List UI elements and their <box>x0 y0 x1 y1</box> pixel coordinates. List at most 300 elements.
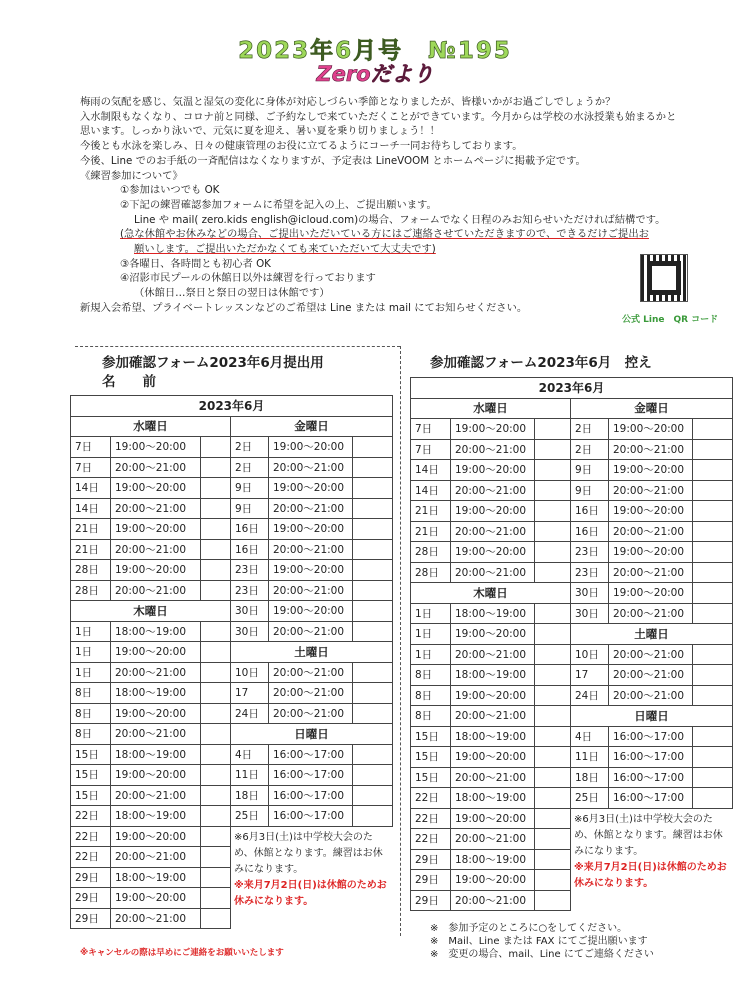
date-cell: 14日 <box>71 478 111 499</box>
time-cell: 19:00～20:00 <box>269 478 353 499</box>
check-cell[interactable] <box>201 478 231 499</box>
check-cell[interactable] <box>535 521 571 542</box>
table-row <box>71 539 393 560</box>
table-row <box>411 644 733 665</box>
check-cell[interactable] <box>201 580 231 601</box>
intro-line: 今後とも水泳を楽しみ、日々の健康管理のお役に立てるようにコーチ一同お待ちしております。 <box>80 140 523 153</box>
date-cell: 29日 <box>71 888 111 909</box>
time-cell: 20:00～21:00 <box>111 724 201 745</box>
time-cell: 19:00～20:00 <box>269 601 353 622</box>
time-cell: 20:00～21:00 <box>269 703 353 724</box>
date-cell: 7日 <box>71 457 111 478</box>
check-cell[interactable] <box>535 603 571 624</box>
check-cell[interactable] <box>353 744 393 765</box>
date-cell: 28日 <box>71 580 111 601</box>
check-cell[interactable] <box>201 888 231 909</box>
date-cell: 9日 <box>571 460 609 481</box>
check-cell[interactable] <box>693 460 733 481</box>
time-cell: 19:00～20:00 <box>111 478 201 499</box>
check-cell[interactable] <box>201 519 231 540</box>
date-cell: 24日 <box>231 703 269 724</box>
time-cell: 20:00～21:00 <box>269 457 353 478</box>
day-header: 木曜日 <box>71 601 231 622</box>
time-cell: 18:00～19:00 <box>111 867 201 888</box>
time-cell: 16:00～17:00 <box>269 806 353 827</box>
date-cell: 22日 <box>71 826 111 847</box>
table-row <box>71 498 393 519</box>
time-cell: 20:00～21:00 <box>451 521 535 542</box>
date-cell: 8日 <box>411 685 451 706</box>
date-cell: 30日 <box>571 583 609 604</box>
time-cell: 20:00～21:00 <box>269 621 353 642</box>
intro-line: 今後、Line でのお手紙の一斉配信はなくなりますが、予定表は LineVOOM とホームページに掲載予定です。 <box>80 154 586 167</box>
check-cell[interactable] <box>535 747 571 768</box>
check-cell[interactable] <box>693 767 733 788</box>
check-cell[interactable] <box>535 460 571 481</box>
date-cell: 17 <box>571 665 609 686</box>
check-cell[interactable] <box>201 621 231 642</box>
day-header: 土曜日 <box>231 642 393 663</box>
day-header: 木曜日 <box>411 583 571 604</box>
time-cell: 20:00～21:00 <box>269 498 353 519</box>
time-cell: 19:00～20:00 <box>111 560 201 581</box>
check-cell[interactable] <box>693 419 733 440</box>
table-row <box>71 621 393 642</box>
table-row <box>411 419 733 440</box>
time-cell: 19:00～20:00 <box>111 826 201 847</box>
date-cell: 16日 <box>571 501 609 522</box>
rule-item: (急な休館やお休みなどの場合、ご提出いただいている方にはご連絡させていただきますので、できるだけご提出お <box>120 228 649 241</box>
check-cell[interactable] <box>693 480 733 501</box>
time-cell: 18:00～19:00 <box>451 788 535 809</box>
intro-text <box>80 95 730 316</box>
time-cell: 20:00～21:00 <box>269 683 353 704</box>
date-cell: 17 <box>231 683 269 704</box>
newsletter-subtitle: Zeroだより <box>316 62 434 86</box>
footnote: ※ 変更の場合、mail、Line にてご連絡ください <box>430 949 654 960</box>
check-cell[interactable] <box>535 726 571 747</box>
date-cell: 23日 <box>571 542 609 563</box>
date-cell: 30日 <box>231 621 269 642</box>
check-cell[interactable] <box>353 498 393 519</box>
check-cell[interactable] <box>535 870 571 891</box>
date-cell: 14日 <box>411 480 451 501</box>
check-cell[interactable] <box>353 560 393 581</box>
time-cell: 19:00～20:00 <box>269 519 353 540</box>
date-cell: 29日 <box>411 870 451 891</box>
check-cell[interactable] <box>535 562 571 583</box>
date-cell: 2日 <box>571 419 609 440</box>
check-cell[interactable] <box>201 847 231 868</box>
time-cell: 18:00～19:00 <box>451 726 535 747</box>
time-cell: 19:00～20:00 <box>451 685 535 706</box>
check-cell[interactable] <box>693 521 733 542</box>
check-cell[interactable] <box>535 685 571 706</box>
left-form-heading: 参加確認フォーム2023年6月提出用 <box>102 355 324 371</box>
time-cell: 19:00～20:00 <box>451 460 535 481</box>
date-cell: 8日 <box>71 683 111 704</box>
time-cell: 20:00～21:00 <box>451 767 535 788</box>
check-cell[interactable] <box>353 437 393 458</box>
right-schedule-table <box>410 377 733 911</box>
table-row <box>411 808 733 829</box>
time-cell: 20:00～21:00 <box>269 580 353 601</box>
check-cell[interactable] <box>201 806 231 827</box>
time-cell: 16:00～17:00 <box>609 726 693 747</box>
date-cell: 23日 <box>231 560 269 581</box>
time-cell: 20:00～21:00 <box>111 580 201 601</box>
intro-line: 思います。しっかり泳いで、元気に夏を迎え、暑い夏を乗り切りましょう！！ <box>80 125 440 138</box>
date-cell: 16日 <box>231 519 269 540</box>
date-cell: 15日 <box>411 726 451 747</box>
check-cell[interactable] <box>693 644 733 665</box>
date-cell: 8日 <box>71 703 111 724</box>
date-cell: 14日 <box>71 498 111 519</box>
check-cell[interactable] <box>201 457 231 478</box>
time-cell: 19:00～20:00 <box>111 519 201 540</box>
table-row <box>71 601 393 622</box>
date-cell: 22日 <box>71 847 111 868</box>
day-header: 水曜日 <box>71 416 231 437</box>
date-cell: 16日 <box>571 521 609 542</box>
time-cell: 18:00～19:00 <box>451 849 535 870</box>
date-cell: 14日 <box>411 460 451 481</box>
left-schedule-table <box>70 395 393 929</box>
date-cell: 29日 <box>411 890 451 911</box>
check-cell[interactable] <box>535 419 571 440</box>
check-cell[interactable] <box>201 765 231 786</box>
date-cell: 28日 <box>411 562 451 583</box>
time-cell: 18:00～19:00 <box>111 683 201 704</box>
date-cell: 10日 <box>571 644 609 665</box>
table-row <box>411 562 733 583</box>
table-row <box>411 583 733 604</box>
time-cell: 20:00～21:00 <box>609 603 693 624</box>
check-cell[interactable] <box>535 706 571 727</box>
check-cell[interactable] <box>693 685 733 706</box>
time-cell: 20:00～21:00 <box>111 457 201 478</box>
table-row <box>411 501 733 522</box>
time-cell: 20:00～21:00 <box>609 644 693 665</box>
date-cell: 30日 <box>231 601 269 622</box>
date-cell: 10日 <box>231 662 269 683</box>
check-cell[interactable] <box>201 785 231 806</box>
time-cell: 16:00～17:00 <box>609 747 693 768</box>
check-cell[interactable] <box>353 621 393 642</box>
date-cell: 15日 <box>411 747 451 768</box>
closure-notice <box>231 826 393 929</box>
date-cell: 21日 <box>411 521 451 542</box>
date-cell: 15日 <box>71 744 111 765</box>
check-cell[interactable] <box>201 703 231 724</box>
time-cell: 20:00～21:00 <box>609 521 693 542</box>
time-cell: 16:00～17:00 <box>269 765 353 786</box>
table-row <box>411 767 733 788</box>
table-row <box>71 662 393 683</box>
check-cell[interactable] <box>693 501 733 522</box>
check-cell[interactable] <box>693 788 733 809</box>
table-row <box>71 724 393 745</box>
date-cell: 28日 <box>71 560 111 581</box>
date-cell: 11日 <box>571 747 609 768</box>
time-cell: 20:00～21:00 <box>111 662 201 683</box>
check-cell[interactable] <box>201 437 231 458</box>
time-cell: 19:00～20:00 <box>451 808 535 829</box>
date-cell: 22日 <box>71 806 111 827</box>
time-cell: 19:00～20:00 <box>111 437 201 458</box>
check-cell[interactable] <box>353 519 393 540</box>
check-cell[interactable] <box>201 744 231 765</box>
check-cell[interactable] <box>693 726 733 747</box>
time-cell: 20:00～21:00 <box>451 644 535 665</box>
day-header: 水曜日 <box>411 398 571 419</box>
check-cell[interactable] <box>353 806 393 827</box>
intro-line: 梅雨の気配を感じ、気温と湿気の変化に身体が対応しづらい季節となりましたが、皆様いかがお過ごしでしょうか？ <box>80 96 616 108</box>
table-row <box>411 788 733 809</box>
date-cell: 22日 <box>411 788 451 809</box>
time-cell: 16:00～17:00 <box>269 744 353 765</box>
check-cell[interactable] <box>353 765 393 786</box>
check-cell[interactable] <box>353 457 393 478</box>
time-cell: 20:00～21:00 <box>451 480 535 501</box>
month-row <box>411 378 733 399</box>
date-cell: 2日 <box>231 457 269 478</box>
time-cell: 18:00～19:00 <box>451 665 535 686</box>
date-cell: 1日 <box>411 644 451 665</box>
date-cell: 9日 <box>231 498 269 519</box>
table-row <box>411 706 733 727</box>
table-row <box>71 683 393 704</box>
check-cell[interactable] <box>201 560 231 581</box>
rule-item: ②下記の練習確認参加フォームに希望を記入の上、ご提出願います。 <box>120 198 437 211</box>
table-row <box>411 726 733 747</box>
table-row <box>71 806 393 827</box>
time-cell: 16:00～17:00 <box>609 767 693 788</box>
check-cell[interactable] <box>535 849 571 870</box>
date-cell: 1日 <box>71 662 111 683</box>
check-cell[interactable] <box>201 683 231 704</box>
rule-item: 願いします。ご提出いただかなくても来ていただいて大丈夫です) <box>134 243 436 256</box>
time-cell: 20:00～21:00 <box>111 908 201 929</box>
time-cell: 20:00～21:00 <box>609 480 693 501</box>
time-cell: 19:00～20:00 <box>609 542 693 563</box>
check-cell[interactable] <box>201 826 231 847</box>
closure-notice <box>571 808 733 911</box>
check-cell[interactable] <box>693 747 733 768</box>
check-cell[interactable] <box>693 542 733 563</box>
table-row <box>71 437 393 458</box>
check-cell[interactable] <box>535 767 571 788</box>
time-cell: 20:00～21:00 <box>609 665 693 686</box>
time-cell: 20:00～21:00 <box>451 706 535 727</box>
date-cell: 22日 <box>411 808 451 829</box>
table-row <box>71 519 393 540</box>
notice-text: ※6月3日(土)は中学校大会のため、休館となります。練習はお休みになります。 <box>234 831 383 875</box>
time-cell: 20:00～21:00 <box>451 829 535 850</box>
date-cell: 1日 <box>71 642 111 663</box>
check-cell[interactable] <box>693 562 733 583</box>
rule-item: Line や mail( zero.kids english@icloud.com)の場合、フォームでなく日程のみお知らせいただければ結構です。 <box>134 213 666 226</box>
check-cell[interactable] <box>535 501 571 522</box>
check-cell[interactable] <box>201 724 231 745</box>
check-cell[interactable] <box>535 808 571 829</box>
footnote: ※ Mail、Line または FAX にてご提出願います <box>430 936 648 947</box>
check-cell[interactable] <box>353 662 393 683</box>
check-cell[interactable] <box>353 539 393 560</box>
time-cell: 18:00～19:00 <box>111 744 201 765</box>
qr-label: 公式 Line QR コード <box>622 315 719 325</box>
time-cell: 19:00～20:00 <box>451 624 535 645</box>
date-cell: 18日 <box>231 785 269 806</box>
time-cell: 19:00～20:00 <box>609 583 693 604</box>
date-cell: 25日 <box>231 806 269 827</box>
date-cell: 23日 <box>571 562 609 583</box>
date-cell: 15日 <box>71 785 111 806</box>
date-cell: 4日 <box>231 744 269 765</box>
date-cell: 23日 <box>231 580 269 601</box>
date-cell: 21日 <box>71 519 111 540</box>
divider <box>400 346 401 936</box>
table-row <box>411 685 733 706</box>
check-cell[interactable] <box>353 580 393 601</box>
table-row <box>71 457 393 478</box>
table-row <box>411 480 733 501</box>
time-cell: 19:00～20:00 <box>111 888 201 909</box>
date-cell: 9日 <box>571 480 609 501</box>
time-cell: 20:00～21:00 <box>269 662 353 683</box>
date-cell: 7日 <box>71 437 111 458</box>
date-cell: 1日 <box>411 624 451 645</box>
date-cell: 1日 <box>411 603 451 624</box>
time-cell: 19:00～20:00 <box>111 765 201 786</box>
divider <box>75 346 400 347</box>
day-header: 土曜日 <box>571 624 733 645</box>
time-cell: 18:00～19:00 <box>451 603 535 624</box>
check-cell[interactable] <box>201 908 231 929</box>
date-cell: 11日 <box>231 765 269 786</box>
table-row <box>411 460 733 481</box>
check-cell[interactable] <box>353 683 393 704</box>
date-cell: 7日 <box>411 439 451 460</box>
date-cell: 21日 <box>71 539 111 560</box>
time-cell: 19:00～20:00 <box>609 501 693 522</box>
date-cell: 16日 <box>231 539 269 560</box>
line-qr-code[interactable] <box>640 254 688 302</box>
table-row <box>71 826 393 847</box>
table-row <box>71 785 393 806</box>
table-row <box>411 603 733 624</box>
notice-text: ※6月3日(土)は中学校大会のため、休館となります。練習はお休みになります。 <box>574 813 723 857</box>
table-row <box>71 744 393 765</box>
check-cell[interactable] <box>353 703 393 724</box>
date-cell: 7日 <box>411 419 451 440</box>
date-cell: 18日 <box>571 767 609 788</box>
check-cell[interactable] <box>535 829 571 850</box>
date-cell: 9日 <box>231 478 269 499</box>
time-cell: 18:00～19:00 <box>111 621 201 642</box>
date-cell: 8日 <box>71 724 111 745</box>
time-cell: 16:00～17:00 <box>609 788 693 809</box>
intro-line: 入水制限もなくなり、コロナ前と同様、ご予約なしで来ていただくことができています。今月からは学校の水泳授業も始まるかと <box>80 110 677 123</box>
date-cell: 21日 <box>411 501 451 522</box>
check-cell[interactable] <box>535 542 571 563</box>
check-cell[interactable] <box>535 665 571 686</box>
table-row <box>411 747 733 768</box>
day-header: 金曜日 <box>571 398 733 419</box>
check-cell[interactable] <box>353 601 393 622</box>
time-cell: 20:00～21:00 <box>111 498 201 519</box>
cancel-note: ※キャンセルの際は早めにご連絡をお願いいたします <box>80 948 284 958</box>
check-cell[interactable] <box>693 439 733 460</box>
check-cell[interactable] <box>201 539 231 560</box>
date-cell: 30日 <box>571 603 609 624</box>
check-cell[interactable] <box>353 785 393 806</box>
check-cell[interactable] <box>535 624 571 645</box>
date-cell: 29日 <box>71 908 111 929</box>
check-cell[interactable] <box>535 890 571 911</box>
time-cell: 19:00～20:00 <box>609 419 693 440</box>
table-row <box>411 542 733 563</box>
time-cell: 20:00～21:00 <box>111 539 201 560</box>
date-cell: 8日 <box>411 665 451 686</box>
check-cell[interactable] <box>535 644 571 665</box>
table-row <box>411 665 733 686</box>
check-cell[interactable] <box>693 603 733 624</box>
check-cell[interactable] <box>693 583 733 604</box>
table-row <box>411 521 733 542</box>
time-cell: 20:00～21:00 <box>451 439 535 460</box>
newsletter-title: 2023年6月号 №195 <box>238 38 512 64</box>
date-cell: 2日 <box>571 439 609 460</box>
check-cell[interactable] <box>201 867 231 888</box>
time-cell: 19:00～20:00 <box>609 460 693 481</box>
check-cell[interactable] <box>693 665 733 686</box>
time-cell: 19:00～20:00 <box>269 437 353 458</box>
table-row <box>411 439 733 460</box>
table-row <box>71 703 393 724</box>
check-cell[interactable] <box>201 498 231 519</box>
month-header: 2023年6月 <box>411 378 733 399</box>
table-row <box>411 398 733 419</box>
time-cell: 20:00～21:00 <box>111 785 201 806</box>
date-cell: 29日 <box>71 867 111 888</box>
time-cell: 19:00～20:00 <box>111 642 201 663</box>
check-cell[interactable] <box>535 788 571 809</box>
table-row <box>71 478 393 499</box>
time-cell: 19:00～20:00 <box>269 560 353 581</box>
check-cell[interactable] <box>353 478 393 499</box>
date-cell: 4日 <box>571 726 609 747</box>
date-cell: 22日 <box>411 829 451 850</box>
date-cell: 29日 <box>411 849 451 870</box>
time-cell: 20:00～21:00 <box>609 685 693 706</box>
table-row <box>71 580 393 601</box>
intro-closing: 新規入会希望、プライベートレッスンなどのご希望は Line または mail にてお知らせください。 <box>80 301 528 314</box>
check-cell[interactable] <box>535 439 571 460</box>
month-row <box>71 396 393 417</box>
time-cell: 20:00～21:00 <box>269 539 353 560</box>
check-cell[interactable] <box>535 480 571 501</box>
rule-item: ③各曜日、各時間とも初心者 OK <box>120 257 271 270</box>
time-cell: 20:00～21:00 <box>451 562 535 583</box>
time-cell: 19:00～20:00 <box>111 703 201 724</box>
check-cell[interactable] <box>201 662 231 683</box>
time-cell: 19:00～20:00 <box>451 419 535 440</box>
date-cell: 28日 <box>411 542 451 563</box>
check-cell[interactable] <box>201 642 231 663</box>
time-cell: 20:00～21:00 <box>451 890 535 911</box>
date-cell: 1日 <box>71 621 111 642</box>
